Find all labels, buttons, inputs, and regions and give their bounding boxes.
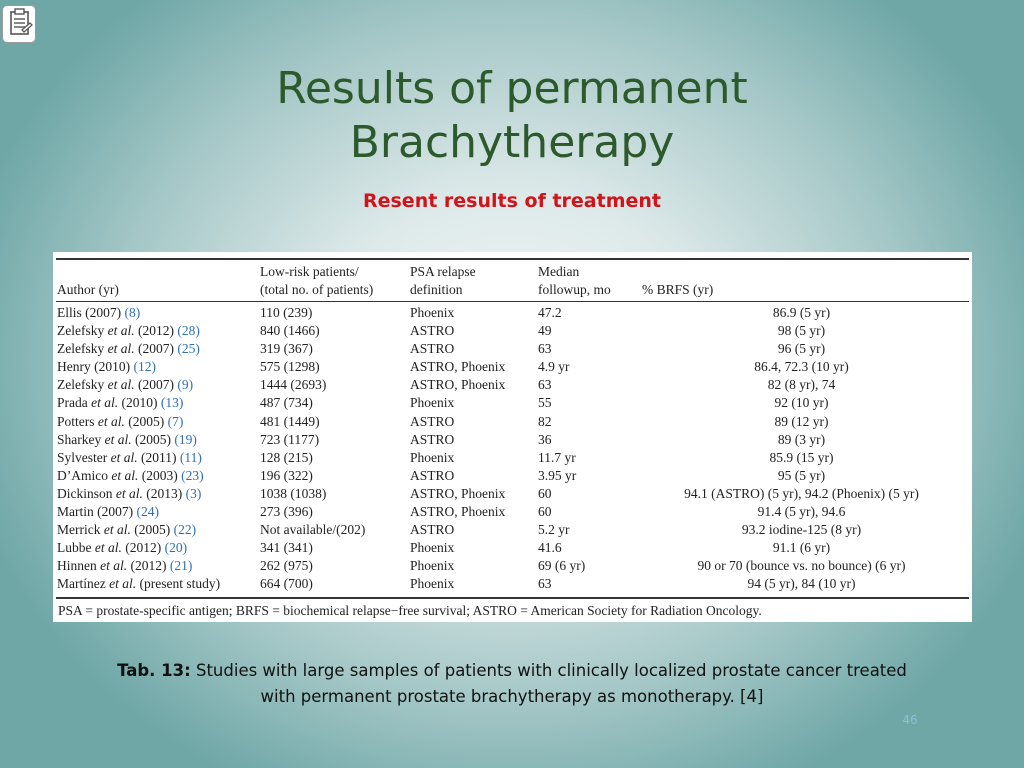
reference-link[interactable]: (25) <box>177 341 200 357</box>
author-name: Sylvester <box>57 449 108 465</box>
author-etal: et al. <box>87 395 119 411</box>
cell-author <box>57 449 202 467</box>
cell-median-followup: 55 <box>538 395 552 411</box>
author-year: (2012) <box>127 558 170 574</box>
table-row <box>53 322 972 340</box>
cell-author <box>57 413 183 431</box>
reference-link[interactable]: (3) <box>185 485 202 501</box>
cell-patients: 723 (1177) <box>260 431 320 447</box>
cell-median-followup: 60 <box>538 485 552 501</box>
author-etal: et al. <box>104 323 135 339</box>
reference-link[interactable]: (24) <box>136 504 159 520</box>
cell-brfs: 82 (8 yr), 74 <box>767 377 836 393</box>
reference-link[interactable]: (13) <box>160 395 184 411</box>
cell-patients: 128 (215) <box>260 449 313 465</box>
author-etal: et al. <box>101 431 132 447</box>
table-caption <box>60 658 964 710</box>
cell-brfs: 96 (5 yr) <box>777 341 826 357</box>
author-etal: et al. <box>104 341 135 357</box>
cell-psa-definition: Phoenix <box>410 305 455 320</box>
author-name: Merrick <box>57 522 101 538</box>
author-year: (2010) <box>118 395 161 411</box>
table-row <box>53 485 972 503</box>
caption-label: Tab. 13: <box>117 661 191 680</box>
header-psa-line-1: PSA relapse <box>410 264 476 279</box>
cell-psa-definition: Phoenix <box>410 576 455 592</box>
cell-brfs: 86.4, 72.3 (10 yr) <box>754 359 849 375</box>
cell-author <box>57 521 196 539</box>
cell-patients: 110 (239) <box>260 305 313 320</box>
table-row <box>53 521 972 539</box>
author-name: Potters <box>57 413 95 429</box>
cell-author <box>57 557 192 575</box>
cell-psa-definition: Phoenix <box>410 540 455 556</box>
cell-author <box>57 394 183 412</box>
reference-link[interactable]: (11) <box>179 449 202 465</box>
cell-psa-definition: ASTRO, Phoenix <box>410 485 506 501</box>
author-year: (2012) <box>121 540 165 556</box>
cell-author <box>57 539 187 557</box>
reference-link[interactable]: (12) <box>133 359 156 375</box>
caption-text-line-1: Studies with large samples of patients with clinically localized prostate cancer treated <box>190 661 907 680</box>
cell-psa-definition: ASTRO <box>410 467 455 483</box>
author-year: (2010) <box>90 359 134 375</box>
cell-psa-definition: ASTRO <box>410 522 455 538</box>
cell-patients: 273 (396) <box>260 504 313 520</box>
author-etal: et al. <box>100 522 131 538</box>
cell-median-followup: 69 (6 yr) <box>538 558 586 574</box>
author-etal: et al. <box>104 377 135 393</box>
table-row <box>53 431 972 449</box>
header-median-line-2: followup, mo <box>538 282 611 297</box>
cell-median-followup: 5.2 yr <box>538 522 570 538</box>
author-name: Lubbe <box>57 540 92 556</box>
author-year: (2012) <box>134 323 178 339</box>
cell-brfs: 90 or 70 (bounce vs. no bounce) (6 yr) <box>697 558 906 574</box>
cell-author <box>57 358 156 376</box>
cell-median-followup: 49 <box>538 323 552 339</box>
author-year: (2013) <box>142 485 186 501</box>
table-row <box>53 503 972 521</box>
table-body <box>53 304 972 594</box>
cell-author <box>57 340 200 358</box>
author-name: Zelefsky <box>57 377 105 393</box>
cell-psa-definition: ASTRO, Phoenix <box>410 359 506 375</box>
header-patients-line-1: Low-risk patients/ <box>260 264 359 279</box>
cell-patients: 1444 (2693) <box>260 377 327 393</box>
cell-median-followup: 11.7 yr <box>538 449 576 465</box>
table-top-rule <box>56 258 969 260</box>
cell-median-followup: 63 <box>538 576 552 592</box>
table-footnote: PSA = prostate-specific antigen; BRFS = biochemical relapse−free survival; ASTRO = American Society for Radiation Oncology. <box>58 603 762 618</box>
cell-psa-definition: ASTRO <box>410 413 455 429</box>
cell-brfs: 98 (5 yr) <box>777 323 826 339</box>
cell-patients: 262 (975) <box>260 558 313 574</box>
cell-patients: 487 (734) <box>260 395 313 411</box>
author-name: D’Amico <box>57 467 108 483</box>
table-row <box>53 413 972 431</box>
author-name: Henry <box>57 359 91 375</box>
author-name: Martínez <box>57 576 106 592</box>
author-name: Sharkey <box>57 431 102 447</box>
cell-psa-definition: ASTRO, Phoenix <box>410 377 506 393</box>
reference-link[interactable]: (8) <box>124 305 141 320</box>
cell-author <box>57 503 159 521</box>
table-bottom-rule <box>56 597 969 599</box>
author-name: Dickinson <box>57 485 113 501</box>
reference-link[interactable]: (28) <box>177 323 200 339</box>
table-header <box>53 261 972 301</box>
author-year: (2007) <box>81 305 125 320</box>
cell-psa-definition: Phoenix <box>410 395 455 411</box>
author-etal: et al. <box>94 413 125 429</box>
reference-link[interactable]: (23) <box>181 467 204 483</box>
results-table <box>53 252 972 622</box>
cell-brfs: 91.1 (6 yr) <box>772 540 831 556</box>
cell-median-followup: 82 <box>538 413 552 429</box>
author-etal: et al. <box>112 485 143 501</box>
author-year: (2003) <box>138 467 182 483</box>
cell-psa-definition: ASTRO <box>410 323 455 339</box>
author-name: Zelefsky <box>57 323 105 339</box>
reference-link[interactable]: (22) <box>173 522 197 538</box>
cell-author <box>57 322 200 340</box>
cell-patients: 196 (322) <box>260 467 313 483</box>
header-psa-line-2: definition <box>410 282 463 297</box>
author-year: (2005) <box>124 413 168 429</box>
cell-patients: 481 (1449) <box>260 413 320 429</box>
author-name: Martin <box>57 504 94 520</box>
cell-psa-definition: ASTRO, Phoenix <box>410 504 506 520</box>
caption-text-line-2: with permanent prostate brachytherapy as monotherapy. [4] <box>260 687 764 706</box>
author-year: (present study) <box>136 576 221 592</box>
table-row <box>53 358 972 376</box>
author-year: (2007) <box>93 504 137 520</box>
cell-author <box>57 304 140 322</box>
table-row <box>53 394 972 412</box>
notes-document-icon-glyph <box>3 6 35 42</box>
cell-patients: 840 (1466) <box>260 323 320 339</box>
table-row <box>53 557 972 575</box>
cell-patients: 1038 (1038) <box>260 485 327 501</box>
cell-patients: 664 (700) <box>260 576 313 592</box>
cell-median-followup: 47.2 <box>538 305 562 320</box>
cell-median-followup: 4.9 yr <box>538 359 570 375</box>
cell-author <box>57 467 204 485</box>
author-name: Prada <box>57 395 88 411</box>
header-median-line-1: Median <box>538 264 580 279</box>
cell-author <box>57 575 220 593</box>
author-year: (2007) <box>134 341 178 357</box>
cell-median-followup: 63 <box>538 341 552 357</box>
cell-psa-definition: ASTRO <box>410 341 455 357</box>
header-author: Author (yr) <box>57 282 119 297</box>
table-row <box>53 575 972 593</box>
cell-brfs: 92 (10 yr) <box>774 395 829 411</box>
table-header-rule <box>56 301 969 302</box>
author-year: (2007) <box>134 377 178 393</box>
table-row <box>53 304 972 322</box>
table-row <box>53 376 972 394</box>
slide-subtitle: Resent results of treatment <box>362 190 662 212</box>
reference-link[interactable]: (19) <box>174 431 197 447</box>
cell-psa-definition: Phoenix <box>410 558 455 574</box>
author-etal: et al. <box>105 576 137 592</box>
reference-link[interactable]: (21) <box>169 558 193 574</box>
notes-document-icon[interactable] <box>2 5 36 43</box>
cell-brfs: 94 (5 yr), 84 (10 yr) <box>747 576 856 592</box>
cell-author <box>57 431 197 449</box>
cell-author <box>57 376 193 394</box>
cell-brfs: 85.9 (15 yr) <box>769 449 834 465</box>
author-etal: et al. <box>96 558 128 574</box>
cell-median-followup: 41.6 <box>538 540 562 556</box>
author-year: (2011) <box>137 449 180 465</box>
cell-brfs: 89 (12 yr) <box>774 413 829 429</box>
author-name: Hinnen <box>57 558 97 574</box>
cell-patients: Not available/(202) <box>260 522 366 538</box>
author-year: (2005) <box>131 431 175 447</box>
cell-median-followup: 63 <box>538 377 552 393</box>
author-year: (2005) <box>130 522 174 538</box>
author-etal: et al. <box>91 540 122 556</box>
cell-patients: 575 (1298) <box>260 359 320 375</box>
cell-brfs: 89 (3 yr) <box>777 431 826 447</box>
table-row <box>53 467 972 485</box>
cell-patients: 341 (341) <box>260 540 313 556</box>
page-number: 46 <box>902 713 918 727</box>
header-brfs: % BRFS (yr) <box>642 282 714 297</box>
table-row <box>53 449 972 467</box>
table-row <box>53 539 972 557</box>
cell-brfs: 86.9 (5 yr) <box>772 305 831 320</box>
cell-patients: 319 (367) <box>260 341 313 357</box>
slide-title-line-2: Brachytherapy <box>349 117 675 168</box>
cell-brfs: 95 (5 yr) <box>777 467 826 483</box>
slide-title-line-1: Results of permanent <box>276 63 748 114</box>
cell-median-followup: 36 <box>538 431 552 447</box>
cell-author <box>57 485 201 503</box>
reference-link[interactable]: (9) <box>177 377 194 393</box>
author-name: Ellis <box>57 305 82 320</box>
cell-brfs: 93.2 iodine-125 (8 yr) <box>741 522 862 538</box>
cell-brfs: 91.4 (5 yr), 94.6 <box>757 504 846 520</box>
cell-psa-definition: ASTRO <box>410 431 455 447</box>
slide-title <box>170 62 854 170</box>
table-row <box>53 340 972 358</box>
author-name: Zelefsky <box>57 341 105 357</box>
cell-psa-definition: Phoenix <box>410 449 455 465</box>
author-etal: et al. <box>107 449 138 465</box>
reference-link[interactable]: (20) <box>164 540 188 556</box>
cell-median-followup: 3.95 yr <box>538 467 577 483</box>
cell-brfs: 94.1 (ASTRO) (5 yr), 94.2 (Phoenix) (5 yr) <box>684 485 919 501</box>
reference-link[interactable]: (7) <box>167 413 184 429</box>
header-patients-line-2: (total no. of patients) <box>260 282 374 297</box>
cell-median-followup: 60 <box>538 504 552 520</box>
author-etal: et al. <box>108 467 139 483</box>
